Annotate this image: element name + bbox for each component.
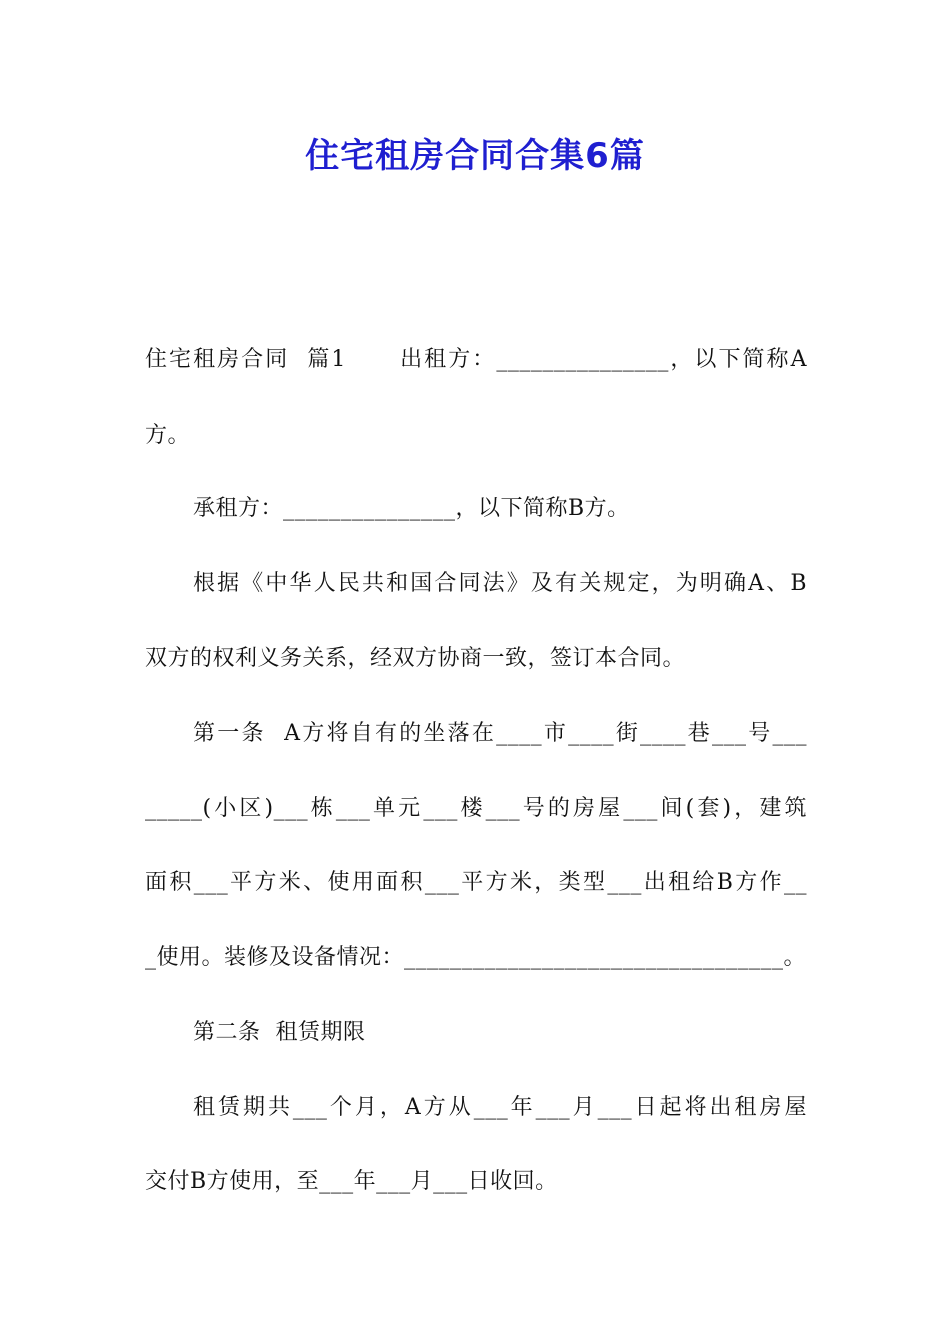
paragraph-line-9: _使用。装修及设备情况：_________________________________。 (145, 945, 807, 970)
paragraph-line-1: 住宅租房合同 篇1 出租方：_______________，以下简称A (145, 347, 807, 372)
paragraph-line-12: 交付B方使用，至___年___月___日收回。 (145, 1169, 558, 1194)
paragraph-line-3: 承租方：_______________，以下简称B方。 (193, 496, 630, 521)
paragraph-line-8: 面积___平方米、使用面积___平方米，类型___出租给B方作__ (145, 870, 807, 895)
paragraph-line-7: _____(小区)___栋___单元___楼___号的房屋___间(套)，建筑 (145, 796, 807, 821)
paragraph-line-5: 双方的权利义务关系，经双方协商一致，签订本合同。 (145, 646, 686, 671)
document-title: 住宅租房合同合集6篇 (305, 136, 645, 176)
paragraph-line-2: 方。 (145, 423, 191, 448)
paragraph-line-4: 根据《中华人民共和国合同法》及有关规定，为明确A、B (193, 571, 807, 596)
paragraph-line-11: 租赁期共___个月，A方从___年___月___日起将出租房屋 (193, 1095, 807, 1120)
section-heading-term: 第二条 租赁期限 (193, 1020, 366, 1045)
paragraph-line-6: 第一条 A方将自有的坐落在____市____街____巷___号___ (193, 721, 807, 746)
